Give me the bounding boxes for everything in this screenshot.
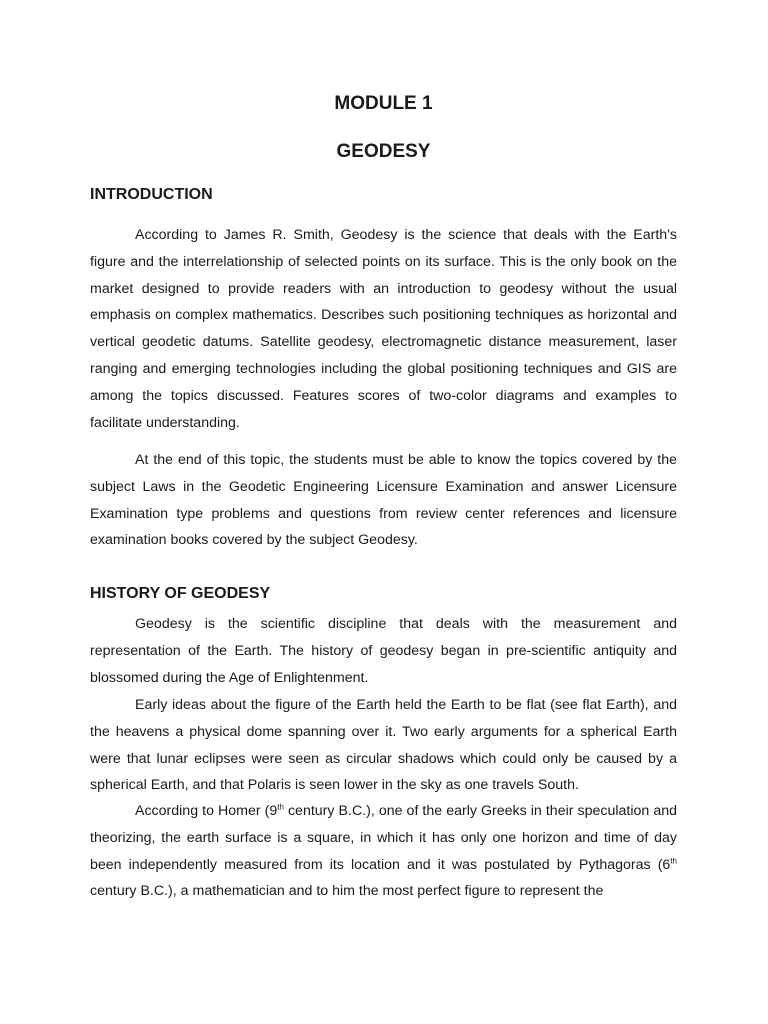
history-heading: HISTORY OF GEODESY <box>90 585 271 602</box>
history-paragraph-3-text-b: century B.C.), one of the early Greeks in their speculation and theorizing, the earth surface is a square, in which it has only one horizon and time of day been independently measured from its location and it was postulated by Pythagoras (6 <box>90 803 678 873</box>
history-paragraph-2: Early ideas about the figure of the Earth held the Earth to be flat (see flat Earth), and the heavens a physical dome spanning over it. Two early arguments for a spherical Earth were that lunar eclipses were seen as circular shadows which could only be caused by a spherical Earth, and that Polaris is seen lower in the sky as one travels South. <box>90 697 677 794</box>
introduction-paragraph-2: At the end of this topic, the students must be able to know the topics covered by the subject Laws in the Geodetic Engineering Licensure Examination and answer Licensure Examination type problems and questions from review center references and licensure examination books covered by the subject Geodesy. <box>90 452 677 549</box>
introduction-heading: INTRODUCTION <box>90 186 213 203</box>
subject-title: GEODESY <box>336 141 431 162</box>
history-paragraph-3-text-a: According to Homer (9 <box>135 803 278 819</box>
history-paragraph-3-text-c: century B.C.), a mathematician and to him the most perfect figure to represent the <box>90 883 604 900</box>
introduction-paragraph-1: According to James R. Smith, Geodesy is the science that deals with the Earth's figure and the interrelationship of selected points on its surface. This is the only book on the market designed to provide readers with an introduction to geodesy without the usual emphasis on complex mathematics. Describes such positioning techniques as horizontal and vertical geodetic datums. Satellite geodesy, electromagnetic distance measurement, laser ranging and emerging technologies including the global positioning techniques and GIS are among the topics discussed. Features scores of two-color diagrams and examples to facilitate understanding. <box>90 227 677 431</box>
history-paragraph-3 <box>90 798 677 905</box>
ordinal-suffix: th <box>277 802 284 812</box>
module-title: MODULE 1 <box>334 93 433 114</box>
history-paragraph-1: Geodesy is the scientific discipline that deals with the measurement and representation of the Earth. The history of geodesy began in pre-scientific antiquity and blossomed during the Age of Enlightenment. <box>90 616 677 686</box>
ordinal-suffix: th <box>670 855 677 865</box>
